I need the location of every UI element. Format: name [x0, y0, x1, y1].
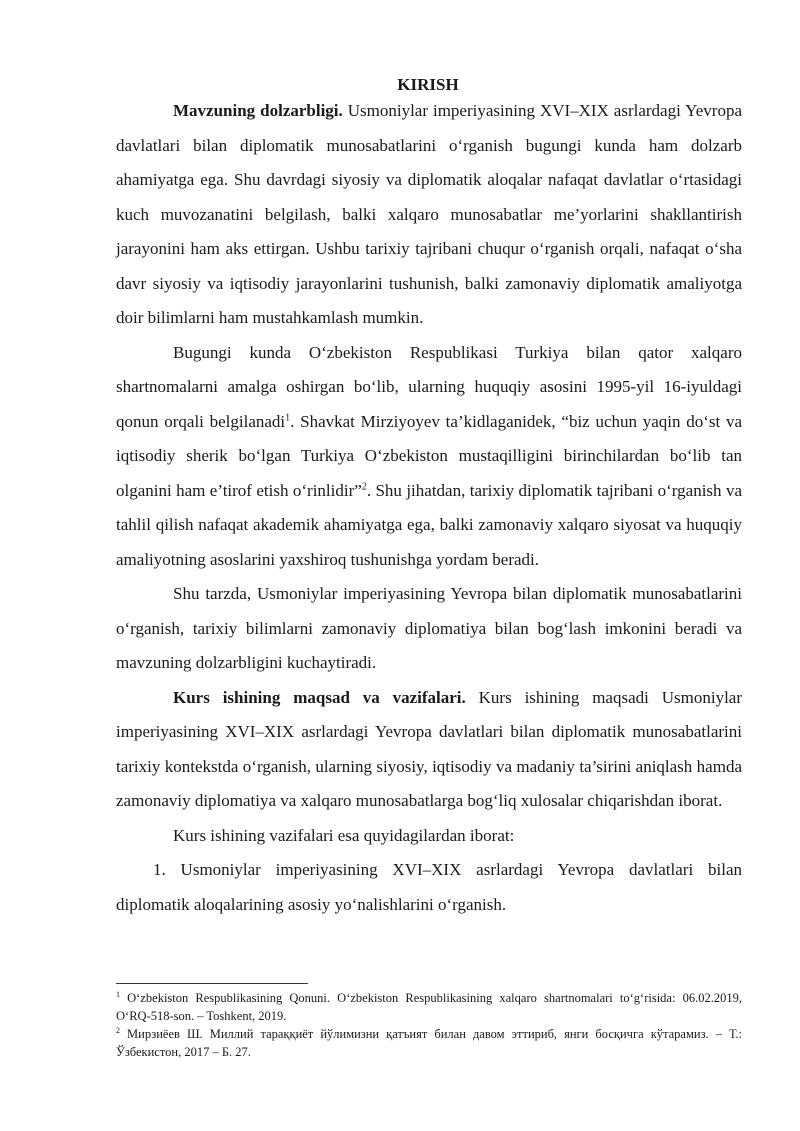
- paragraph-text: Usmoniylar imperiyasining XVI–XIX asrlardagi Yevropa davlatlari bilan diplomatik munosabatlarini oʻrganish bugungi kunda ham dolzarb ahamiyatga ega. Shu davrdagi siyosiy va diplomatik aloqalar nafaqat davlatlar oʻrtasidagi kuch muvozanatini belgilash, balki xalqaro munosabatlar me’yorlarini shakllantirish jarayonini ham aks ettirgan. Ushbu tarixiy tajribani chuqur oʻrganish orqali, nafaqat oʻsha davr siyosiy va iqtisodiy jarayonlarini tushunish, balki zamonaviy diplomatik amaliyotga doir bilimlarni ham mustahkamlash mumkin.: [116, 101, 742, 327]
- paragraph-tasks-intro: Kurs ishining vazifalari esa quyidagilardan iborat:: [173, 825, 515, 845]
- paragraph-goals: [116, 681, 742, 819]
- footnote-text: Oʻzbekiston Respublikasining Qonuni. Oʻzbekiston Respublikasining xalqaro shartnomalari toʻgʻrisida: 06.02.2019, OʻRQ-518-son. – Toshkent, 2019.: [116, 991, 742, 1023]
- footnote-ref-2[interactable]: 2: [361, 480, 367, 492]
- footnote-number: 2: [116, 1025, 120, 1035]
- footnote-text: Мирзиёев Ш. Миллий тараққиёт йўлимизни қатъият билан давом эттириб, янги босқичга кўтарамиз. – Т.: Ўзбекистон, 2017 – Б. 27.: [116, 1027, 742, 1059]
- page-title: KIRISH: [397, 75, 459, 94]
- footnote-ref-1[interactable]: 1: [285, 411, 291, 423]
- footnote-separator: [116, 983, 308, 984]
- paragraph-conclusion: Shu tarzda, Usmoniylar imperiyasining Yevropa bilan diplomatik munosabatlarini oʻrganish, tarixiy bilimlarni zamonaviy diplomatiya bilan bogʻlash imkonini beradi va mavzuning dolzarbligini kuchaytiradi.: [116, 584, 742, 672]
- document-body: [116, 94, 742, 922]
- paragraph-text: Bugungi kunda Oʻzbekiston Respublikasi Turkiya bilan qator xalqaro shartnomalarni amalga oshirgan boʻlib, ularning huquqiy asosini 1995-yil 16-iyuldagi qonun orqali belgilanadi: [116, 342, 742, 431]
- paragraph-treaties: [116, 336, 742, 578]
- paragraph-heading-relevance: Mavzuning dolzarbligi.: [173, 101, 343, 120]
- paragraph-text: Kurs ishining maqsadi Usmoniylar imperiyasining XVI–XIX asrlardagi Yevropa davlatlari bilan diplomatik munosabatlarini tarixiy kontekstda oʻrganish, ularning siyosiy, iqtisodiy va madaniy ta’sirini aniqlash hamda zamonaviy diplomatiya va xalqaro munosabatlarga bogʻliq xulosalar chiqarishdan iborat.: [116, 687, 742, 810]
- footnote-number: 1: [116, 989, 120, 999]
- paragraph-heading-goals: Kurs ishining maqsad va vazifalari.: [173, 687, 466, 707]
- footnote-1: [116, 989, 742, 1025]
- paragraph-relevance: [116, 94, 742, 336]
- paragraph-text: . Shavkat Mirziyoyev ta’kidlaganidek, “biz uchun yaqin doʻst va iqtisodiy sherik boʻlgan Turkiya Oʻzbekiston mustaqilligini birinchilardan boʻlib tan olganini ham e’tirof etish oʻrinlidir”: [116, 411, 742, 500]
- footnote-2: [116, 1025, 742, 1061]
- list-item: 1. Usmoniylar imperiyasining XVI–XIX asrlardagi Yevropa davlatlari bilan diplomatik aloqalarining asosiy yoʻnalishlarini oʻrganish.: [116, 860, 742, 914]
- footnotes: [116, 989, 742, 1061]
- paragraph-text: . Shu jihatdan, tarixiy diplomatik tajribani oʻrganish va tahlil qilish nafaqat akademik ahamiyatga ega, balki zamonaviy xalqaro siyosat va huquqiy amaliyotning asoslarini yaxshiroq tushunishga yordam beradi.: [116, 480, 742, 569]
